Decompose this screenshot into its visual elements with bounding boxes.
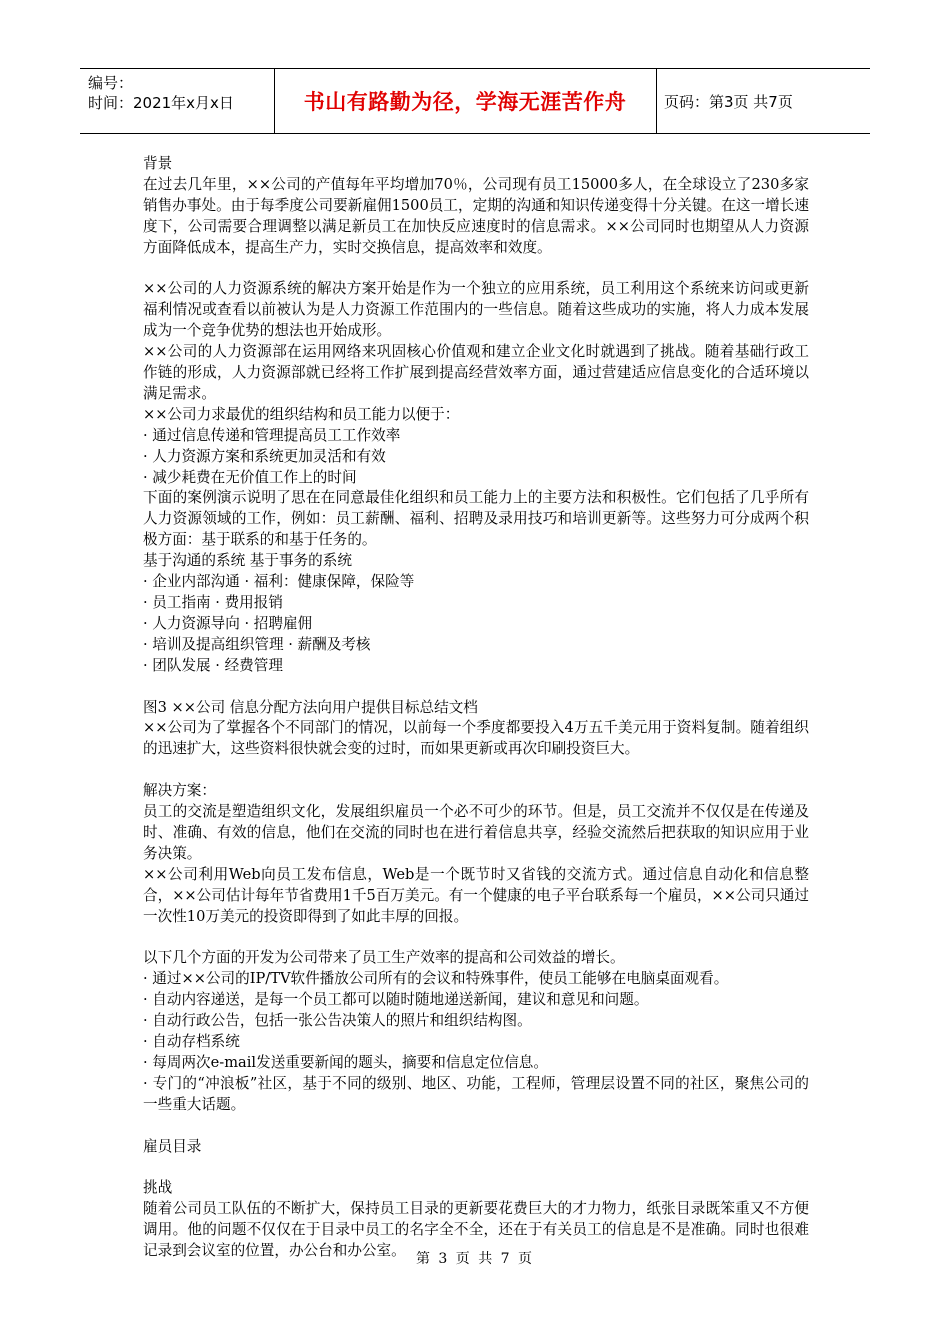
paragraph: 雇员目录: [143, 1137, 202, 1155]
paragraph: 以下几个方面的开发为公司带来了员工生产效率的提高和公司效益的增长。: [143, 949, 625, 967]
paragraph: 下面的案例演示说明了思在在同意最佳化组织和员工能力上的主要方法和积极性。它们包括了几乎所有人力资源领域的工作，例如：员工薪酬、福利、招聘及录用技巧和培训更新等。这些努力可分成两个积极方面：基于联系的和基于任务的。: [143, 489, 809, 549]
paragraph: 在过去几年里，××公司的产值每年平均增加70％，公司现有员工15000多人，在全球设立了230多家销售办事处。由于每季度公司要新雇佣1500员工，定期的沟通和知识传递变得十分关键。在这一增长速度下，公司需要合理调整以满足新员工在加快反应速度时的信息需求。××公司同时也期望从人力资源方面降低成本，提高生产力，实时交换信息，提高效率和效度。: [143, 175, 809, 256]
paragraph: · 通过信息传递和管理提高员工工作效率: [143, 426, 401, 444]
paragraph: 背景: [143, 155, 173, 172]
paragraph: ××公司的人力资源系统的解决方案开始是作为一个独立的应用系统，员工利用这个系统来访问或更新福利情况或查看以前被认为是人力资源工作范围内的一些信息。随着这些成功的实施，将人力成本发展成为一个竞争优势的想法也开始成形。: [143, 280, 809, 340]
paragraph: · 人力资源方案和系统更加灵活和有效: [143, 447, 386, 465]
paragraph: · 培训及提高组织管理 · 薪酬及考核: [143, 635, 371, 653]
header-page-number: 页码：第3页 共7页: [664, 92, 793, 111]
paragraph: · 自动内容递送，是每一个员工都可以随时随地递送新闻，建议和意见和问题。: [143, 991, 649, 1009]
header-motto: 书山有路勤为径，学海无涯苦作舟: [303, 90, 627, 114]
paragraph: ××公司力求最优的组织结构和员工能力以便于：: [143, 405, 460, 423]
blank-line: [143, 1157, 809, 1178]
header-divider-right: [656, 68, 657, 134]
blank-line: [143, 259, 809, 280]
paragraph: · 企业内部沟通 · 福利：健康保障，保险等: [143, 573, 415, 591]
paragraph: · 自动行政公告，包括一张公告决策人的照片和组织结构图。: [143, 1012, 532, 1030]
paragraph: · 通过××公司的IP/TV软件播放公司所有的会议和特殊事件，使员工能够在电脑桌面观看。: [143, 970, 729, 988]
page-header: [80, 68, 870, 134]
blank-line: [143, 1116, 809, 1137]
paragraph: ××公司利用Web向员工发布信息，Web是一个既节时又省钱的交流方式。通过信息自动化和信息整合，××公司估计每年节省费用1千5百万美元。有一个健康的电子平台联系每一个雇员，××公司只通过一次性10万美元的投资即得到了如此丰厚的回报。: [143, 865, 809, 925]
paragraph: · 自动存档系统: [143, 1033, 240, 1050]
blank-line: [143, 760, 809, 781]
paragraph: 图3 ××公司 信息分配方法向用户提供目标总结文档: [143, 698, 478, 716]
paragraph: 挑战: [143, 1179, 173, 1197]
header-number: 编号：: [88, 74, 134, 92]
paragraph: · 人力资源导向 · 招聘雇佣: [143, 614, 313, 632]
paragraph: ××公司的人力资源部在运用网络来巩固核心价值观和建立企业文化时就遇到了挑战。随着基础行政工作链的形成，人力资源部就已经将工作扩展到提高经营效率方面，通过营建适应信息变化的合适环境以满足需求。: [143, 343, 809, 402]
paragraph: · 团队发展 · 经费管理: [143, 656, 283, 674]
document-body: [143, 154, 809, 1262]
paragraph: 随着公司员工队伍的不断扩大，保持员工目录的更新要花费巨大的才力物力，纸张目录既笨重又不方便调用。他的问题不仅仅在于目录中员工的名字全不全，还在于有关员工的信息是不是准确。同时也很难记录到会议室的位置，办公台和办公室。: [143, 1200, 809, 1260]
blank-line: [143, 677, 809, 698]
paragraph: · 每周两次e-mail发送重要新闻的题头，摘要和信息定位信息。: [143, 1053, 548, 1071]
paragraph: 员工的交流是塑造组织文化，发展组织雇员一个必不可少的环节。但是，员工交流并不仅仅是在传递及时、准确、有效的信息，他们在交流的同时也在进行着信息共享，经验交流然后把获取的知识应用于业务决策。: [143, 803, 809, 862]
paragraph: · 员工指南 · 费用报销: [143, 594, 283, 612]
paragraph: · 专门的“冲浪板”社区，基于不同的级别、地区、功能，工程师，管理层设置不同的社区，聚焦公司的一些重大话题。: [143, 1074, 809, 1113]
paragraph: 基于沟通的系统 基于事务的系统: [143, 552, 352, 570]
header-time: 时间：2021年x月x日: [88, 94, 234, 112]
header-meta: [88, 73, 234, 113]
paragraph: · 减少耗费在无价值工作上的时间: [143, 468, 357, 486]
blank-line: [143, 927, 809, 948]
paragraph: ××公司为了掌握各个不同部门的情况，以前每一个季度都要投入4万五千美元用于资料复制。随着组织的迅速扩大，这些资料很快就会变的过时，而如果更新或再次印刷投资巨大。: [143, 719, 809, 758]
page-footer: 第 3 页 共 7 页: [415, 1251, 535, 1267]
paragraph: 解决方案：: [143, 782, 216, 800]
